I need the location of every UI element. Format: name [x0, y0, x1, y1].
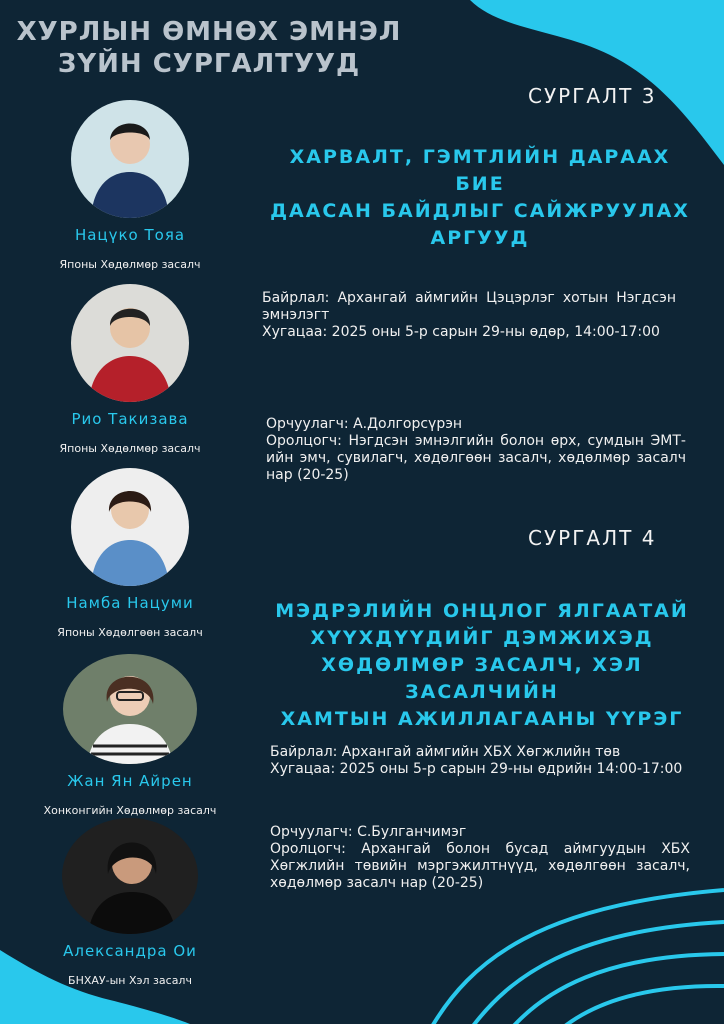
speaker-photo	[71, 468, 189, 586]
avatar	[62, 818, 198, 934]
speaker-role: Хонконгийн Хөдөлмөр засалч	[43, 804, 217, 817]
speaker-name: Намба Нацуми	[66, 594, 194, 612]
speaker-name: Рио Такизава	[71, 410, 189, 428]
speaker-name: Нацүко Тояа	[74, 226, 186, 244]
speaker-card	[20, 468, 240, 639]
speaker-name: Александра Ои	[63, 942, 197, 960]
avatar	[71, 284, 189, 402]
speaker-card	[20, 818, 240, 987]
session-3-title	[270, 144, 690, 252]
speaker-card	[20, 654, 240, 817]
avatar	[71, 468, 189, 586]
session-4-details	[270, 744, 690, 778]
session-title-line: АРГУУД	[430, 227, 530, 249]
session-translator: Орчуулагч: А.Долгорсүрэн	[266, 416, 463, 432]
session-title-line: ХАРВАЛТ, ГЭМТЛИЙН ДАРААХ БИЕ	[289, 146, 671, 195]
speaker-role: Японы Хөдөлгөөн засалч	[57, 626, 203, 639]
top-right-blob	[470, 0, 724, 165]
session-3-details	[262, 290, 676, 341]
session-location: Байрлал: Архангай аймгийн ХБХ Хөгжлийн төв	[270, 744, 621, 760]
speaker-card	[20, 284, 240, 455]
avatar	[63, 654, 197, 764]
speaker-photo	[62, 818, 198, 934]
session-4-title	[262, 598, 702, 733]
session-3-people	[266, 416, 686, 484]
session-title-line: ХӨДӨЛМӨР ЗАСАЛЧ, ХЭЛ ЗАСАЛЧИЙН	[321, 654, 643, 703]
session-title-line: МЭДРЭЛИЙН ОНЦЛОГ ЯЛГААТАЙ	[275, 600, 689, 622]
session-participants: Оролцогч: Нэгдсэн эмнэлгийн болон өрх, сумдын ЭМТ-ийн эмч, сувилагч, хөдөлгөөн засалч, хөдөлмөр засалч нар (20-25)	[266, 433, 686, 483]
speaker-role: БНХАУ-ын Хэл засалч	[68, 974, 192, 987]
session-4-people	[270, 824, 690, 892]
page-title-line-2: ЗҮЙН СУРГАЛТУУД	[57, 49, 361, 79]
avatar	[71, 100, 189, 218]
page-title-line-1: ХУРЛЫН ӨМНӨХ ЭМНЭЛ	[16, 17, 402, 47]
speaker-role: Японы Хөдөлмөр засалч	[59, 442, 201, 455]
speaker-name: Жан Ян Айрен	[67, 772, 193, 790]
session-title-line: ХҮҮХДҮҮДИЙГ ДЭМЖИХЭД	[310, 627, 654, 649]
session-time: Хугацаа: 2025 оны 5-р сарын 29-ны өдөр, 14:00-17:00	[262, 324, 660, 340]
session-location: Байрлал: Архангай аймгийн Цэцэрлэг хотын Нэгдсэн эмнэлэгт	[262, 290, 676, 323]
speaker-photo	[71, 100, 189, 218]
session-participants: Оролцогч: Архангай болон бусад аймгуудын ХБХ Хөгжлийн төвийн мэргэжилтнүүд, хөдөлгөөн засалч, хөдөлмөр засалч нар (20-25)	[270, 841, 690, 891]
session-time: Хугацаа: 2025 оны 5-р сарын 29-ны өдрийн 14:00-17:00	[270, 761, 683, 777]
session-3-label: СУРГАЛТ 3	[528, 84, 657, 108]
session-title-line: ХАМТЫН АЖИЛЛАГААНЫ ҮҮРЭГ	[280, 708, 684, 730]
speaker-photo	[63, 654, 197, 764]
session-translator: Орчуулагч: С.Булганчимэг	[270, 824, 467, 840]
page-title	[14, 16, 404, 80]
speaker-card	[20, 100, 240, 271]
session-title-line: ДААСАН БАЙДЛЫГ САЙЖРУУЛАХ	[270, 200, 690, 222]
session-4-label: СУРГАЛТ 4	[528, 526, 657, 550]
bottom-right-waves	[430, 890, 724, 1024]
speaker-photo	[71, 284, 189, 402]
speaker-role: Японы Хөдөлмөр засалч	[59, 258, 201, 271]
